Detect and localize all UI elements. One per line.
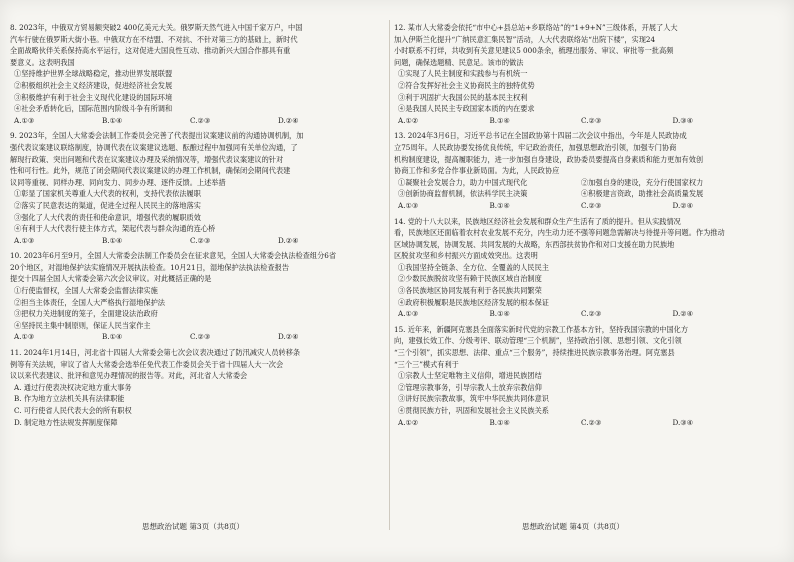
q11-stem-3: 议以来代表建议、批评和意见办理情况的报告等。对此，河北省人大常委会 — [10, 371, 248, 381]
q10-option-3: ③把权力关进制度的笼子，全面建设法治政府 — [14, 309, 158, 319]
q10-stem-1: 10. 2023年6月至9月，全国人大常委会法制工作委员会在征求意见，全国人大常委会执法检查组分6省 — [10, 251, 337, 261]
q8-stem-3: 全面战略伙伴关系保持高水平运行，这对促进大国良性互动、推动新兴大国合作都具有重 — [10, 46, 291, 56]
question-15 — [394, 324, 764, 428]
q8-stem-1: 8. 2023年，中俄双方贸易额突破2 400亿美元大关。俄罗斯天然气进入中国千家万户，中国 — [10, 23, 303, 32]
q9-option-1: ①彰显了国家机关尊重人大代表的权利，支持代表依法履职 — [14, 189, 201, 199]
q9-choice-d[interactable]: D.②④ — [278, 235, 299, 245]
q12-option-2: ②符合发挥好社会主义协商民主的独特优势 — [398, 80, 535, 90]
q14-stem-4: 区脱贫攻坚和乡村振兴方面成效突出。这表明 — [394, 251, 538, 261]
q11-choice-b[interactable]: B. 作为地方立法机关具有法律职能 — [14, 394, 125, 404]
q9-choice-a[interactable]: A.①③ — [14, 235, 35, 245]
q15-stem-3: “三个引领”，抓实思想、法律、重点“三个服务”，持续推进民族宗教事务治理。阿克塞县 — [394, 348, 675, 358]
q13-stem-3: 机构制度建设，提高履职能力，进一步加强自身建设，政协委员要提高自身素质和能力更加有效创 — [394, 154, 704, 164]
q13-option-3: ③创新协商监督机制，依法科学民主决策 — [398, 189, 528, 199]
q15-option-1: ①宗教人士坚定唯物主义信仰，增进民族团结 — [398, 371, 542, 381]
q15-choice-c[interactable]: C.②③ — [581, 417, 602, 427]
q13-options — [394, 177, 764, 200]
right-column — [394, 22, 764, 432]
q11-stem-1: 11. 2024年1月14日，河北省十四届人大常委会第七次会议表决通过了防汛减灾人员转移条 — [10, 348, 301, 358]
q10-stem-3: 提交十四届全国人大常委会第六次会议审议。对此概括正确的是 — [10, 274, 212, 284]
q9-option-2: ②落实了民意表达的渠道，促进全过程人民民主的落地落实 — [14, 200, 201, 210]
q10-choices — [10, 331, 380, 343]
q9-option-3: ③强化了人大代表的责任和使命意识，增强代表的履职质效 — [14, 212, 201, 222]
q15-option-4: ④贯彻民族方针，巩固和发展社会主义民族关系 — [398, 406, 549, 415]
q15-option-2: ②管理宗教事务，引导宗教人士放弃宗教信仰 — [398, 382, 542, 392]
q12-option-3: ③利于巩固扩大我国公民的基本民主权利 — [398, 92, 528, 102]
q14-choice-b[interactable]: B.①④ — [489, 309, 510, 319]
column-divider — [389, 20, 390, 530]
q10-choice-a[interactable]: A.①③ — [14, 332, 35, 342]
q8-choice-a[interactable]: A.①③ — [14, 115, 35, 125]
q9-stem-4: 性和可行性。此外，规范了闭会期间代表议案建议的办理工作机制，确保闭会期间代表建 — [10, 166, 291, 176]
q12-stem-1: 12. 某市人大常委会依托“市中心+县总站+乡联络站”的“1+9+N”三级体系，开展了人大 — [394, 23, 678, 32]
q10-stem-2: 20个地区，对湿地保护法实施情况开展执法检查。10月21日，湿地保护法执法检查报告 — [10, 262, 290, 272]
q12-choice-c[interactable]: C.②③ — [581, 115, 602, 125]
q13-stem-1: 13. 2024年3月6日，习近平总书记在全国政协第十四届二次会议中指出，今年是人民政协成 — [394, 131, 687, 141]
q12-stem-4: 问题，确保选题精、民意足。该市的做法 — [394, 57, 524, 67]
q9-stem-5: 议同等重视、同样办理、同向发力、同步办理、逐件反馈。上述举措 — [10, 177, 226, 187]
q12-stem-2: 加入伊斯兰化提升“广纳民意汇集民智”活动，人大代表联络站“出院下楼”，实现24 — [394, 34, 656, 44]
page-footer-right: 思想政治试题 第4页（共8页） — [522, 522, 624, 531]
q13-choice-b[interactable]: B.①④ — [489, 200, 510, 210]
q15-choice-b[interactable]: B.①④ — [489, 417, 510, 427]
question-9 — [10, 130, 380, 246]
left-column — [10, 22, 380, 432]
q15-choice-d[interactable]: D.③④ — [672, 417, 694, 427]
q9-stem-2: 强代表议案建议联络制度，协调代表在议案建议选题、酝酿过程中加强同有关单位沟通，了 — [10, 142, 298, 152]
q10-option-1: ①行使监督权，全国人大常委会监督法律实施 — [14, 286, 158, 296]
q14-option-2: ②少数民族脱贫攻坚有赖于民族区域自治制度 — [398, 274, 542, 284]
q8-choice-d[interactable]: D.②④ — [278, 115, 299, 125]
q13-stem-4: 协商工作和多党合作事业新局面。为此，人民政协应 — [394, 166, 560, 176]
q11-stem-2: 例等有关法规，审议了省人大常委会选举任免代表工作委员会关于省十四届人大一次会 — [10, 359, 284, 369]
q12-option-1: ①实现了人民主制度和实践参与有机统一 — [398, 69, 528, 79]
q15-stem-4: “三个三”模式有利于 — [394, 359, 459, 369]
q14-choice-c[interactable]: C.②③ — [581, 309, 602, 319]
question-11 — [10, 347, 380, 428]
q11-choice-c[interactable]: C. 可行使省人民代表大会的所有职权 — [14, 406, 132, 415]
q14-choice-a[interactable]: A.①③ — [398, 309, 419, 319]
q11-choice-d[interactable]: D. 制定地方性法规发挥制度保障 — [14, 417, 118, 427]
q8-choice-c[interactable]: C.②③ — [190, 115, 211, 125]
q10-option-4: ④坚持民主集中制原则，保证人民当家作主 — [14, 320, 151, 330]
q13-choice-d[interactable]: D.②④ — [672, 200, 694, 210]
q10-choice-d[interactable]: D.②④ — [278, 332, 299, 342]
q15-choices — [394, 417, 764, 429]
question-12 — [394, 22, 764, 126]
q14-option-1: ①我国坚持全链条、全方位、全覆盖的人民民主 — [398, 262, 549, 272]
q8-option-2: ②积极组织社会主义经济建设，促进经济社会发展 — [14, 80, 173, 90]
q12-choices — [394, 115, 764, 127]
q9-choices — [10, 235, 380, 247]
q9-choice-c[interactable]: C.②③ — [190, 235, 211, 245]
q14-stem-3: 区域协调发展，协调发展、共同发展的大战略，东西部扶贫协作和对口支援在助力民族地 — [394, 239, 675, 249]
q13-stem-2: 立75周年。人民政协要发扬优良传统，牢记政治责任，加强思想政治引领，加强专门协商 — [394, 142, 677, 152]
q8-option-1: ①坚持维护世界全球战略稳定，推动世界发展联盟 — [14, 69, 173, 79]
q14-option-3: ③各民族地区协同发展有利于各民族共同繁荣 — [398, 286, 542, 296]
q12-choice-b[interactable]: B.①④ — [489, 115, 510, 125]
q15-stem-1: 15. 近年来，新疆阿克塞县全面落实新时代党的宗教工作基本方针，坚持我国宗教的中国化方 — [394, 324, 689, 334]
q13-choice-c[interactable]: C.②③ — [581, 200, 602, 210]
q14-stem-1: 14. 党的十八大以来，民族地区经济社会发展和群众生产生活有了质的提升。但从实践情况 — [394, 216, 681, 226]
q13-choices — [394, 200, 764, 212]
q9-option-4: ④有利于人大代表行使主体方式，架起代表与群众沟通的连心桥 — [14, 224, 216, 234]
q12-choice-d[interactable]: D.③④ — [672, 115, 694, 125]
q8-option-3: ③积极维护有利于社会主义现代化建设的国际环境 — [14, 92, 173, 102]
q9-stem-3: 解现行政策、突出问题和代表在议案建议办理及采纳情况等，增强代表议案建议的针对 — [10, 154, 284, 164]
q13-choice-a[interactable]: A.①③ — [398, 200, 419, 210]
page-footer-left: 思想政治试题 第3页（共8页） — [142, 522, 244, 531]
q8-choice-b[interactable]: B.①④ — [102, 115, 123, 125]
q8-choices — [10, 115, 380, 127]
q14-choice-d[interactable]: D.②④ — [672, 309, 694, 319]
question-8 — [10, 22, 380, 126]
question-10 — [10, 250, 380, 343]
q14-choices — [394, 308, 764, 320]
q10-choice-c[interactable]: C.②③ — [190, 332, 211, 342]
q12-choice-a[interactable]: A.①② — [398, 115, 419, 125]
q15-option-3: ③讲好民族宗教故事，筑牢中华民族共同体意识 — [398, 394, 549, 404]
q14-option-4: ④政府积极履职是民族地区经济发展的根本保证 — [398, 297, 549, 307]
q13-option-1: ①凝聚社会发展合力，助力中国式现代化 — [398, 177, 528, 187]
q10-option-2: ②担当主体责任，全国人大严格执行湿地保护法 — [14, 297, 165, 307]
q13-option-2: ②加强自身的建设，充分行使国家权力 — [581, 177, 704, 187]
q13-option-4: ④积极建言资政，助推社会高质量发展 — [581, 189, 704, 199]
q14-stem-2: 看，民族地区还面临着农村农业发展不充分，内生动力还不强等问题急需解决与待提升等问题。作为推动 — [394, 228, 725, 238]
q12-option-4: ④是我国人民民主专政国家本质的内在要求 — [398, 104, 535, 114]
q12-stem-3: 小时联系不打烊，共收到有关意见建议5 000条余，梳理出服务、审议、审批等一批高频 — [394, 46, 674, 56]
question-14 — [394, 216, 764, 320]
q15-stem-2: 向，建强长效工作、分级考评、联动管理“三个机制”，坚持政治引领、思想引领、文化引领 — [394, 336, 682, 346]
q9-stem-1: 9. 2023年，全国人大常委会法制工作委员会完善了代表提出议案建议前的沟通协调机制，加 — [10, 131, 304, 141]
q8-option-4: ④社会矛盾转化后，国际范围内阶级斗争有所调和 — [14, 104, 173, 114]
question-13 — [394, 130, 764, 211]
q8-stem-2: 汽车行驶在俄罗斯大街小巷。中俄双方在不结盟、不对抗、不针对第三方的基础上，新时代 — [10, 34, 298, 44]
q11-choice-a[interactable]: A. 通过行使表决权决定地方重大事务 — [14, 382, 132, 392]
q10-choice-b[interactable]: B.①④ — [102, 332, 123, 342]
q9-choice-b[interactable]: B.①④ — [102, 235, 123, 245]
q8-stem-4: 要意义。这表明我国 — [10, 57, 75, 67]
q15-choice-a[interactable]: A.①② — [398, 417, 419, 427]
